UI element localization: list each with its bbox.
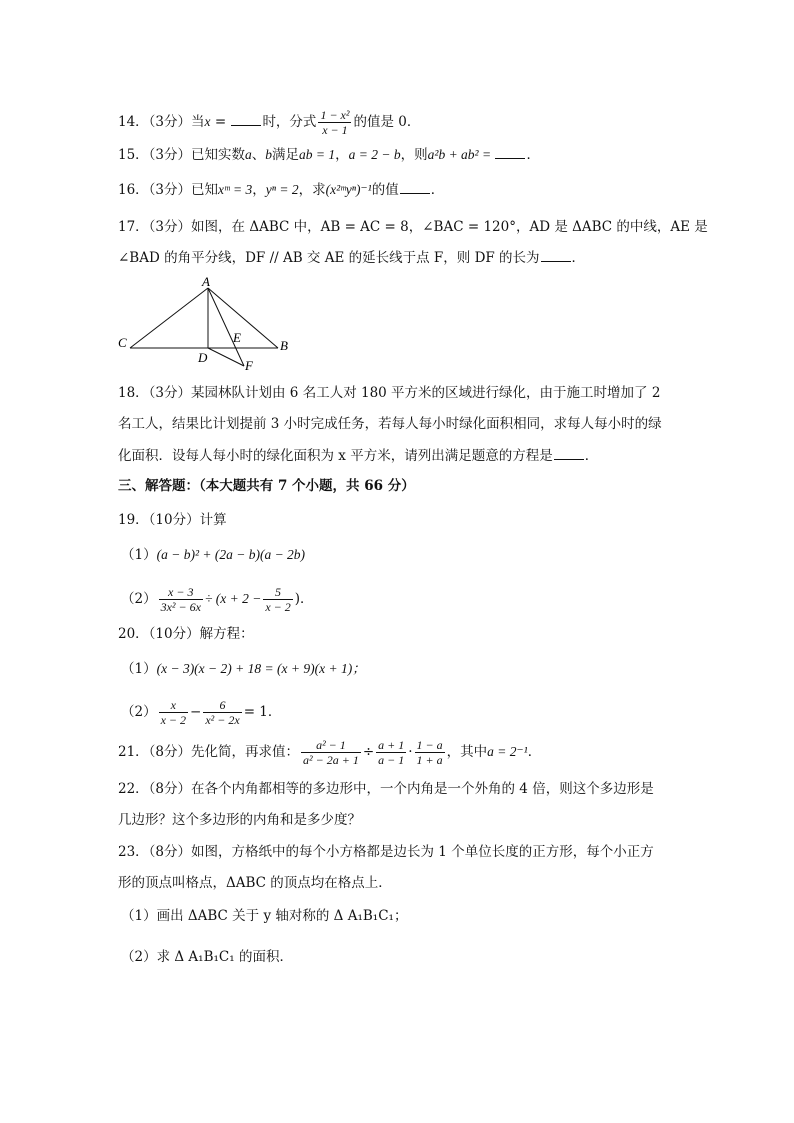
fraction-numerator: a² − 1 [316,738,346,752]
part-label: （1） [121,547,157,563]
fraction [159,698,188,727]
fraction-denominator: a² − 2a + 1 [303,753,359,767]
text: 名工人，结果比计划提前 3 小时完成任务，若每人每小时绿化面积相同，求每人每小时的绿 [118,416,662,432]
label-D: D [198,350,208,365]
fraction [415,738,445,767]
question-20-part-1 [121,660,366,678]
fraction [203,698,241,727]
text: ． [571,250,586,266]
text: 满足 [272,147,300,163]
separator: 、 [251,147,266,163]
text: 如图，在 ΔABC 中，AB = AC = 8，∠BAC = 120°，AD 是 ΔABC 的中线，AE 是 [191,219,708,235]
question-14 [118,108,420,137]
text: ． [526,147,540,163]
text: ． [584,448,599,464]
segment-DF [208,348,244,366]
fraction-numerator: 5 [275,585,282,599]
answer-blank [400,181,430,194]
condition: a = 2 − b [348,147,401,162]
question-number: 17．（3分） [118,219,192,235]
part-label: （2） [121,704,157,720]
label-F: F [245,358,253,373]
variable: a [245,147,252,162]
fraction-denominator: x² − 2x [205,713,240,727]
text: ，求 [298,182,326,198]
fraction-numerator: x [170,698,176,712]
variable: b [265,147,273,162]
fraction-numerator: 1 − a [416,738,443,752]
question-22-line-1: 22．（8分）在各个内角都相等的多边形中，一个内角是一个外角的 4 倍，则这个多边形是 [118,781,654,797]
answer-blank [541,249,571,262]
question-18-line-2 [118,415,662,433]
condition: xᵐ = 3 [218,182,253,197]
text: 已知 [191,182,219,198]
segment-AC [130,288,208,348]
question-19-part-2 [121,585,314,614]
label-C: C [118,335,127,350]
question-number: 14．（3分） [118,114,192,130]
text: )． [294,591,314,607]
text: ，其中 [446,744,488,760]
fraction-denominator: x − 2 [265,600,291,614]
operator: ÷ [362,744,375,760]
text: ． [430,182,445,198]
comma: ， [335,147,349,163]
section-heading: 三、解答题：（本大题共有 7 个小题，共 66 分） [118,478,415,494]
segment-AF [208,288,244,366]
fraction-denominator: x − 1 [318,122,351,137]
part-label: （2） [121,591,157,607]
question-23-part-1: （1）画出 ΔABC 关于 y 轴对称的 Δ A₁B₁C₁； [121,908,408,924]
text: ． [527,744,542,760]
segment-AB [208,288,278,348]
question-17-line-2 [118,249,585,267]
operator: · [408,744,413,760]
text: 21．（8分）先化简，再求值： [118,744,300,760]
text: 时，分式 [262,114,317,130]
fraction [376,738,406,767]
question-18-line-1 [118,384,660,402]
question-23-line-1: 23．（8分）如图，方格纸中的每个小方格都是边长为 1 个单位长度的正方形，每个小正方 [118,844,654,860]
text: 18．（3分）某园林队计划由 6 名工人对 180 平方米的区域进行绿化，由于施工时增加了 2 [118,385,661,401]
expression: (a − b)² + (2a − b)(a − 2b) [156,547,306,562]
operator: − [190,704,202,720]
expression: (x − 3)(x − 2) + 18 = (x + 9)(x + 1)； [156,661,366,676]
comma: ， [252,182,266,198]
expression: a²b + ab² = [427,147,495,162]
label-A: A [202,274,210,289]
fraction [159,585,203,614]
question-15 [118,146,540,164]
question-18-line-3 [118,447,598,465]
condition: a = 2⁻¹ [487,744,528,759]
fraction [301,738,361,767]
label-E: E [233,330,241,345]
question-number: 15．（3分） [118,147,192,163]
question-number: 16．（3分） [118,182,192,198]
text: 已知实数 [191,147,246,163]
text: ∠BAD 的角平分线，DF // AB 交 AE 的延长线于点 F，则 DF 的长为 [118,250,540,266]
fraction-numerator: a + 1 [378,738,405,752]
text: 的值 [371,182,399,198]
question-19-part-1 [121,546,305,564]
answer-blank [231,113,261,126]
question-16 [118,181,444,199]
fraction-denominator: 3x² − 6x [160,600,201,614]
text: = 1． [243,704,282,720]
question-19-title: 19．（10分）计算 [118,512,227,528]
question-20-title: 20．（10分）解方程： [118,626,254,642]
text: 化面积．设每人每小时的绿化面积为 x 平方米，请列出满足题意的方程是 [118,448,553,464]
part-label: （1） [121,661,157,677]
condition: ab = 1 [299,147,336,162]
label-B: B [280,338,288,353]
question-21 [118,738,541,767]
fraction-numerator: 6 [219,698,226,712]
fraction [318,108,351,137]
equals: = [210,114,231,130]
answer-blank [554,447,584,460]
expression: ÷ (x + 2 − [204,591,262,606]
question-17-line-1 [118,218,708,236]
fraction-denominator: a − 1 [378,753,405,767]
expression: (x²ᵐyⁿ)⁻¹ [325,182,372,197]
text: 当 [191,114,205,130]
question-23-part-2: （2）求 Δ A₁B₁C₁ 的面积． [121,949,293,965]
variable: x [204,114,211,129]
fraction-denominator: 1 + a [416,753,443,767]
fraction-numerator: 1 − x² [320,108,350,122]
fraction-numerator: x − 3 [168,585,194,599]
fraction-denominator: x − 2 [160,713,187,727]
text: ，则 [400,147,428,163]
question-22-line-2: 几边形？这个多边形的内角和是多少度？ [118,812,361,828]
question-23-line-2: 形的顶点叫格点，ΔABC 的顶点均在格点上． [118,875,392,891]
text: 的值是 0． [353,114,421,130]
fraction [263,585,292,614]
question-20-part-2 [121,698,281,727]
triangle-figure [112,274,302,374]
answer-blank [495,146,525,159]
condition: yⁿ = 2 [265,182,299,197]
